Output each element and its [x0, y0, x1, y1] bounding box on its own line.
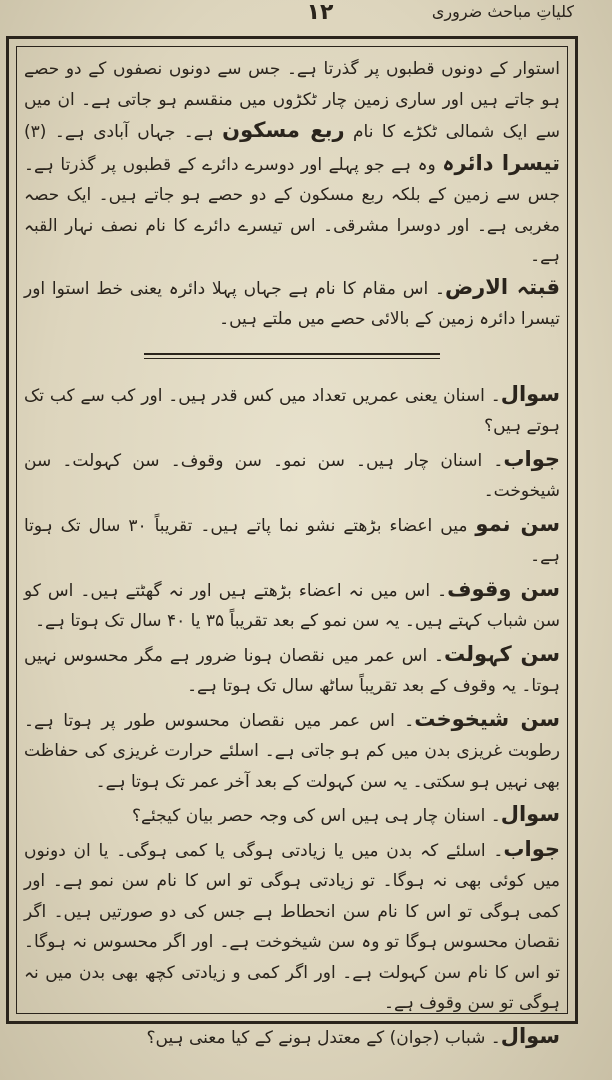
qa-text: ۔ اسنان یعنی عمریں تعداد میں کس قدر ہیں۔ اور کب سے کب تک ہوتے ہیں؟ — [24, 385, 560, 436]
qa-entry — [24, 639, 560, 702]
term-third-circle: تیسرا دائرہ — [442, 150, 560, 175]
intro-paragraph — [24, 54, 560, 272]
qa-text: ۔ اسلئے کہ بدن میں یا زیادتی ہوگی یا کمی ہوگی۔ یا ان دونوں میں کوئی بھی نہ ہوگا۔ تو زیادتی ہوگی تو اس کا نام سن نمو ہے۔ اور کمی ہوگی تو اس کا نام سن انحطاط ہے جس کی دو صورتیں ہیں۔ اگر نقصان محسوس ہوگا تو وہ سن شیخوخت ہے۔ اور اگر محسوس نہ ہوگا۔ تو اس کا نام سن کہولت ہے۔ اور اگر کمی و زیادتی کچھ بھی بدن میں نہ ہوگی تو سن وقوف ہے۔ — [24, 840, 560, 1013]
qa-label: سوال — [500, 802, 560, 826]
qa-text: ۔ اس میں نہ اعضاء بڑھتے ہیں اور نہ گھٹتے ہیں۔ اس کو سن شباب کہتے ہیں۔ یہ سن نمو کے بعد تقریباً ۳۵ یا ۴۰ سال تک ہوتا ہے۔ — [24, 580, 560, 631]
qa-label: جواب — [503, 446, 560, 471]
qa-entry — [24, 1021, 560, 1054]
intro-text-1: استوار کے دونوں قطبوں پر گذرتا ہے۔ جس سے دونوں نصفوں کے دو حصے ہو جاتے ہیں اور ساری زمین چار ٹکڑوں میں منقسم ہو جاتی ہے۔ ان میں سے ایک شمالی ٹکڑے کا نام — [24, 59, 560, 142]
intro-text-3: وہ ہے جو پہلے اور دوسرے دائرے کے قطبوں پر گذرتا ہے۔ جس سے زمین کے بلکہ ربع مسکون کے دو حصے ہو جاتے ہیں۔ ایک حصہ مغربی ہے۔ اور دوسرا مشرقی۔ اس تیسرے دائرے کا نام نصف نہار القبہ ہے۔ — [24, 154, 560, 266]
qa-label: جواب — [503, 836, 560, 861]
qa-label: سن شیخوخت — [414, 706, 560, 731]
qa-entry — [24, 444, 560, 507]
term-rub-maskun: ربع مسکون — [222, 118, 345, 142]
page-body — [24, 54, 561, 1048]
qa-label: سن نمو — [475, 511, 560, 536]
qa-label: سن وقوف — [447, 576, 560, 601]
qa-label: سوال — [500, 381, 560, 406]
qa-text: ۔ اسنان چار ہیں۔ سن نمو۔ سن وقوف۔ سن کہولت۔ سن شیخوخت۔ — [24, 450, 560, 501]
qa-text: ۔ اس عمر میں نقصان محسوس طور پر ہوتا ہے۔ رطوبت غریزی بدن میں کم ہو جاتی ہے۔ اسلئے حرارت غریزی کی حفاظت بھی نہیں ہو سکتی۔ یہ سن کہولت کے بعد آخر عمر تک ہوتا ہے۔ — [24, 710, 560, 792]
qa-entry — [24, 834, 560, 1019]
section-divider — [144, 349, 440, 363]
qa-text: ۔ شباب (جوان) کے معتدل ہونے کے کیا معنی ہیں؟ — [146, 1027, 501, 1048]
qa-text: ۔ اس عمر میں نقصان ہونا ضرور ہے مگر محسوس نہیں ہوتا۔ یہ وقوف کے بعد تقریباً ساٹھ سال تک ہوتا ہے۔ — [24, 645, 560, 696]
intro-text-2: ہے۔ جہاں آبادی ہے۔ (۳) — [24, 122, 223, 142]
qa-text: میں اعضاء بڑھتے نشو نما پاتے ہیں۔ تقریباً ۳۰ سال تک ہوتا ہے۔ — [24, 515, 560, 566]
term-qubbat-ul-arz: قبتہ الارض — [444, 274, 561, 299]
qa-entry — [24, 379, 560, 442]
page-number: ۱۲ — [306, 0, 334, 25]
qa-entry — [24, 704, 560, 798]
qa-text: ۔ اسنان چار ہی ہیں اس کی وجہ حصر بیان کیجئے؟ — [132, 806, 501, 826]
qa-label: سن کہولت — [443, 641, 560, 666]
qa-entry — [24, 574, 560, 637]
intro-paragraph-2 — [24, 272, 560, 335]
qa-entry — [24, 509, 560, 572]
intro-text-4: ۔ اس مقام کا نام ہے جہاں پہلا دائرہ یعنی خط استوا اور تیسرا دائرہ زمین کے بالائی حصے میں ملتے ہیں۔ — [24, 278, 560, 329]
qa-label: سوال — [500, 1023, 560, 1048]
running-header-title: کلیاتِ مباحث ضروری — [431, 2, 574, 21]
qa-entry — [24, 799, 560, 832]
